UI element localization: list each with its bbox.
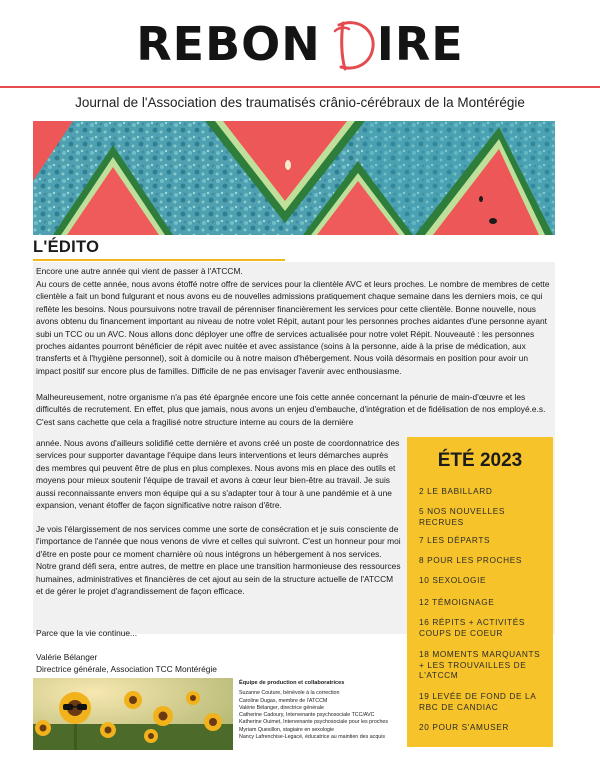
toc-item[interactable]: 16 RÉPITS + ACTIVITÉS COUPS DE COEUR	[419, 617, 525, 638]
brand-logo	[0, 8, 600, 80]
toc-item[interactable]: 2 LE BABILLARD	[419, 486, 493, 496]
toc-item[interactable]: 19 LEVÉE DE FOND DE LA RBC DE CANDIAC	[419, 691, 536, 712]
edito-paragraph-3: Malheureusement, notre organisme n'a pas été épargnée encore une fois cette année concernant la pénurie de main-d'œuvre et les difficultés de recrutement. En effet, plus que jamais, nous avons un enjeu d'embauche, d'intégration et de fidélisation de nos employé.e.s. C'est sans cachette que cela a fragilisé notre structure interne au cours de la dernière	[36, 392, 546, 427]
toc-sidebar	[407, 437, 553, 747]
credit-line: Suzanne Couture, bénévole à la correction	[239, 690, 340, 697]
edito-closing: Parce que la vie continue...	[36, 628, 138, 638]
credit-line: Caroline Dugas, membre de l'ATCCM	[239, 697, 328, 704]
edito-paragraph-2: Au cours de cette année, nous avons étoffé notre offre de services pour la clientèle AVC et leurs proches. Le nombre de membres de cette clientèle a fait un bond fulgurant et nous avons eu de nouvelles admissions pratiquement chaque semaine dans les derniers mois, ce qui reflète les besoins. Nous poursuivons notre travail de pérenniser financièrement les services pour cette clientèle. Bonne nouvelle, nous avons obtenu du financement important au niveau de notre volet Répit, autant pour les personnes proches aidantes d'une personne ayant subi un TCC ou un AVC. Nous allons donc déployer une offre de services actualisée pour notre volet Répit. Nouveauté : les personnes proches aidantes pourront bénéficier de répit avec nuitée et avec assistance (soins à la personne, aide à la prise de médication, aux transferts et à l'hygiène personnel), soit à domicile ou à notre maison d'hébergement. Nous voilà désormais en position pour avoir un impact positif sur encore plus de familles. Difficile de ne pas envisager l'avenir avec enthousiasme.	[36, 279, 550, 376]
edito-underline	[33, 259, 285, 261]
toc-item[interactable]: 12 TÉMOIGNAGE	[419, 597, 495, 607]
credit-line: Valérie Bélanger, directrice générale	[239, 704, 324, 711]
toc-item[interactable]: 20 POUR S'AMUSER	[419, 722, 510, 732]
signature-title: Directrice générale, Association TCC Montérégie	[36, 664, 217, 674]
credit-line: Catherine Cadoury, Intervenante psychosociale TCC/AVC	[239, 712, 375, 719]
signature-name: Valérie Bélanger	[36, 652, 98, 662]
toc-item[interactable]: 5 NOS NOUVELLES RECRUES	[419, 506, 506, 527]
credit-line: Nancy Lafrenchise-Legacé, éducatrice au maintien des acquis	[239, 734, 386, 741]
sunflower-photo	[33, 678, 233, 750]
edito-paragraph-4: année. Nous avons d'ailleurs solidifié cette dernière et avons créé un poste de coordonnatrice des services pour supporter davantage l'équipe dans leurs interventions et leurs démarches auprès des membres qui peuvent être de plus en plus complexes. Nous avons mis en place des outils et moyens pour mieux soutenir l'équipe de travail et avons à cœur leur bien-être au travail. Je suis aussi reconnaissante envers mon équipe qui a su s'adapter tour à tour à une pandémie et à une expansion, venant étoffer de façon significative notre raison d'être.	[36, 438, 400, 511]
toc-item[interactable]: 7 LES DÉPARTS	[419, 535, 491, 545]
credit-line: Katherine Ouimet, Intervenante psychosociale pour les proches	[239, 719, 388, 726]
toc-item[interactable]: 10 SEXOLOGIE	[419, 575, 487, 585]
production-credits	[239, 680, 409, 741]
journal-subtitle: Journal de l'Association des traumatisés crânio-cérébraux de la Montérégie	[75, 95, 525, 110]
masthead	[0, 8, 600, 80]
credit-line: Myriam Quesillon, stagiaire en sexologie	[239, 726, 335, 733]
toc-title: ÉTÉ 2023	[437, 450, 523, 471]
brand-left: REBON	[136, 17, 321, 71]
toc-item[interactable]: 8 POUR LES PROCHES	[419, 555, 523, 565]
brand-right: IRE	[376, 17, 464, 71]
edito-paragraph-1: Encore une autre année qui vient de passer à l'ATCCM.	[36, 266, 243, 276]
edito-title: L'ÉDITO	[33, 238, 100, 256]
credits-heading: Équipe de production et collaboratrices	[239, 680, 345, 686]
edito-paragraph-5: Je vois l'élargissement de nos services comme une sorte de consécration et je suis consciente de l'importance de l'année que nous venons de vivre et celles qui suivront. C'est un honneur pour moi d'être en poste pour ce moment charnière où nous intégrons un hébergement à nos services. Notre grand défi sera, entre autres, de mettre en place une transition harmonieuse des ressources humaines, administratives et financières de cet ajout au sein de la structure actuelle de l'ATCCM et de gérer le projet d'agrandissement de façon efficace.	[36, 524, 401, 597]
brand-d-icon	[329, 15, 377, 75]
watermelon-hero-image	[33, 121, 555, 235]
header-divider	[0, 86, 600, 88]
toc-item[interactable]: 18 MOMENTS MARQUANTS + LES TROUVAILLES DE L'ATCCM	[419, 649, 541, 680]
